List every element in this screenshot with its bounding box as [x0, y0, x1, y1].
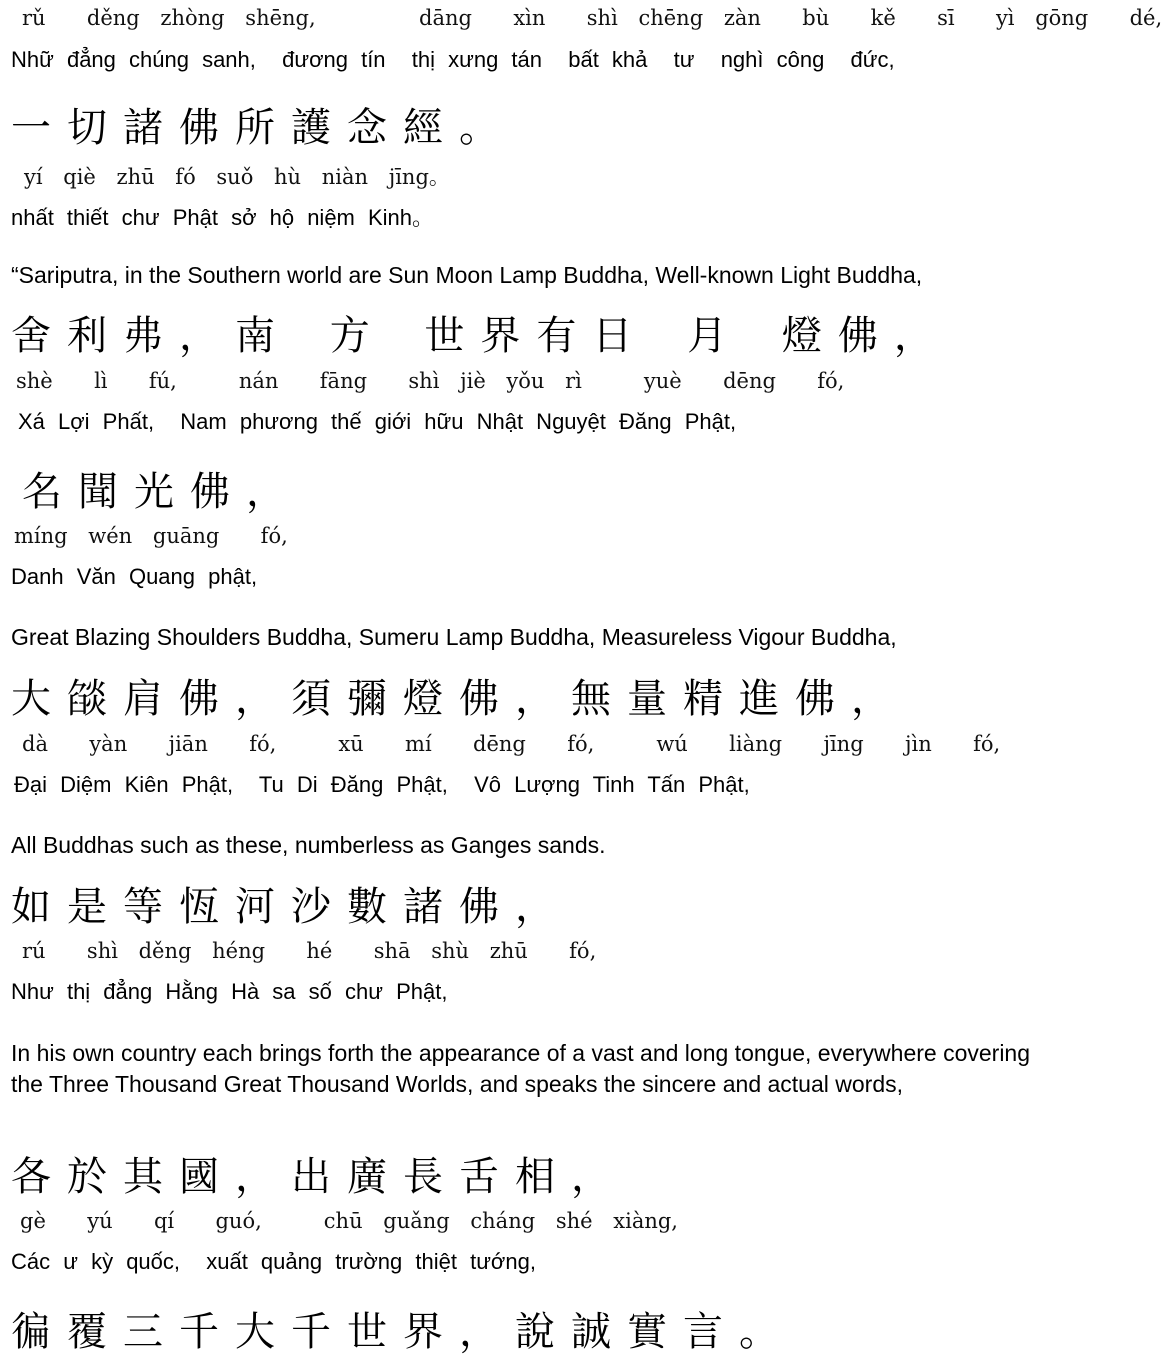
english-paragraph: In his own country each brings forth the appearance of a vast and long tongue, everywhere covering the Three Thousand Great Thousand Worlds, and speaks the sincere and actual words, — [11, 1040, 1031, 1097]
english-line: All Buddhas such as these, numberless as Ganges sands. — [11, 832, 606, 858]
vietnamese-line: Xá Lợi Phất, Nam phương thế giới hữu Nhật Nguyệt Đăng Phật, — [18, 409, 737, 434]
chinese-line: 各於其國，出廣長舌相， — [11, 1154, 627, 1200]
vietnamese-line: Danh Văn Quang phật, — [11, 564, 258, 589]
chinese-line: 一切諸佛所護念經。 — [11, 105, 515, 151]
pinyin-line: shè lì fú, nán fāng shì jiè yǒu rì yuè dēng fó, — [16, 369, 845, 393]
chinese-line: 舍利弗，南 方 世界有日 月 燈佛， — [11, 313, 950, 359]
vietnamese-line: Đại Diệm Kiên Phật, Tu Di Đăng Phật, Vô Lượng Tinh Tấn Phật, — [14, 772, 750, 797]
chinese-line: 大燄肩佛，須彌燈佛，無量精進佛， — [11, 676, 907, 722]
chinese-line: 名聞光佛， — [22, 469, 302, 515]
vietnamese-line: Nhữ đẳng chúng sanh, đương tín thị xưng tán bất khả tư nghì công đức, — [11, 47, 895, 72]
pinyin-line: yí qiè zhū fó suǒ hù niàn jīng。 — [24, 165, 450, 189]
pinyin-line: rǔ děng zhòng shēng, dāng xìn shì chēng zàn bù kě sī yì gōng dé, — [22, 6, 1162, 30]
pinyin-line: míng wén guāng fó, — [14, 524, 288, 548]
english-line: “Sariputra, in the Southern world are Sun Moon Lamp Buddha, Well-known Light Buddha, — [11, 262, 923, 288]
vietnamese-line: Như thị đẳng Hằng Hà sa số chư Phật, — [11, 979, 448, 1004]
pinyin-line: gè yú qí guó, chū guǎng cháng shé xiàng, — [20, 1209, 678, 1233]
pinyin-line: rú shì děng héng hé shā shù zhū fó, — [22, 939, 597, 963]
vietnamese-line: nhất thiết chư Phật sở hộ niệm Kinh。 — [11, 205, 435, 230]
english-line: Great Blazing Shoulders Buddha, Sumeru Lamp Buddha, Measureless Vigour Buddha, — [11, 624, 897, 650]
vietnamese-line: Các ư kỳ quốc, xuất quảng trường thiệt tướng, — [11, 1249, 536, 1274]
pinyin-line: dà yàn jiān fó, xū mí dēng fó, wú liàng jīng jìn fó, — [22, 732, 1001, 756]
chinese-line: 徧覆三千大千世界，說誠實言。 — [11, 1309, 795, 1355]
chinese-line: 如是等恆河沙數諸佛， — [11, 884, 571, 930]
